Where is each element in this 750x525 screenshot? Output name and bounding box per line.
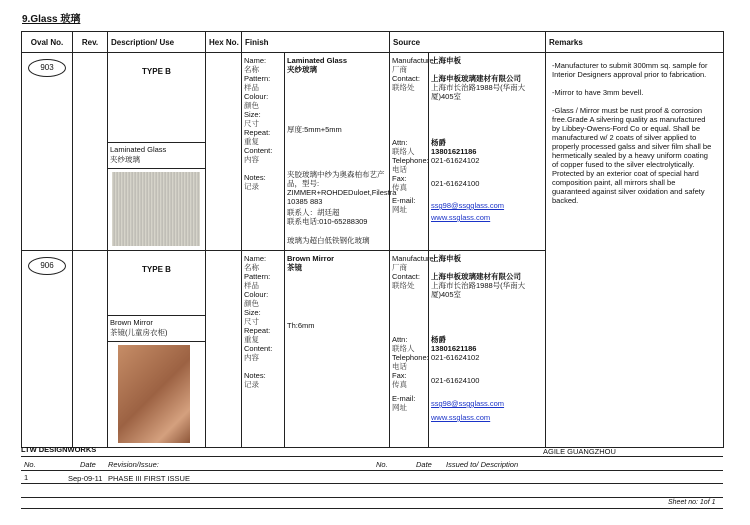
label-manufacturer: Manufacturer: bbox=[392, 56, 439, 65]
source-email-link[interactable]: ssg98@ssgglass.com bbox=[431, 201, 505, 210]
label-content-cn: 内容 bbox=[244, 155, 259, 164]
label-email-cn: 网址 bbox=[392, 403, 407, 412]
source-email-link[interactable]: ssg98@ssgglass.com bbox=[431, 399, 505, 408]
label-content: Content: bbox=[244, 146, 273, 155]
description-en: Laminated Glass bbox=[110, 145, 167, 154]
header-oval-no: Oval No. bbox=[22, 32, 73, 53]
description-cell bbox=[108, 53, 206, 251]
header-finish: Finish bbox=[242, 32, 390, 53]
finish-content-4: 联系电话:010-65288309 bbox=[287, 217, 368, 226]
finish-labels bbox=[242, 53, 285, 251]
source-mobile: 13801621186 bbox=[431, 147, 477, 156]
remark-bevel: -Mirror to have 3mm bevell. bbox=[552, 88, 644, 97]
footer-divider bbox=[21, 497, 723, 498]
source-values bbox=[429, 53, 546, 251]
label-fax-cn: 传真 bbox=[392, 380, 407, 389]
footer-divider bbox=[21, 470, 723, 471]
finish-note: 玻璃为超白低铁钢化玻璃 bbox=[287, 236, 370, 245]
label-content-cn: 内容 bbox=[244, 353, 259, 362]
label-attn: Attn: bbox=[392, 138, 408, 147]
footer-divider bbox=[21, 483, 723, 484]
oval-number: 906 bbox=[28, 257, 66, 275]
label-size: Size: bbox=[244, 308, 261, 317]
label-telephone: Telephone: bbox=[392, 156, 429, 165]
label-size: Size: bbox=[244, 110, 261, 119]
footer-col-no: No. bbox=[24, 460, 36, 469]
description-en: Brown Mirror bbox=[110, 318, 153, 327]
label-contact-cn: 联络处 bbox=[392, 281, 415, 290]
source-web-link[interactable]: www.ssglass.com bbox=[431, 213, 491, 222]
label-name-cn: 名称 bbox=[244, 263, 259, 272]
glass-spec-table bbox=[21, 31, 724, 448]
label-fax-cn: 传真 bbox=[392, 183, 407, 192]
label-notes: Notes: bbox=[244, 173, 266, 182]
label-email: E-mail: bbox=[392, 394, 416, 403]
label-name-cn: 名称 bbox=[244, 65, 259, 74]
label-contact: Contact: bbox=[392, 74, 420, 83]
label-colour-cn: 颜色 bbox=[244, 101, 259, 110]
footer-rev-desc: PHASE III FIRST ISSUE bbox=[108, 474, 190, 483]
footer-rev-no: 1 bbox=[24, 473, 29, 482]
laminated-glass-swatch bbox=[112, 172, 200, 246]
header-hex-no: Hex No. bbox=[206, 32, 242, 53]
source-mobile: 13801621186 bbox=[431, 344, 477, 353]
header-description: Description/ Use bbox=[108, 32, 206, 53]
finish-name-cn: 夹纱玻璃 bbox=[287, 65, 317, 74]
label-pattern: Pattern: bbox=[244, 74, 271, 83]
label-name: Name: bbox=[244, 254, 267, 263]
label-repeat-cn: 重复 bbox=[244, 335, 259, 344]
hex-cell bbox=[206, 53, 242, 251]
footer-divider bbox=[21, 508, 723, 509]
finish-content: 夹胶玻璃中纱为奥森柏布艺产品，型号: bbox=[287, 170, 385, 188]
rev-cell bbox=[73, 53, 108, 251]
source-attn: 杨爵 bbox=[431, 138, 446, 147]
label-manufacturer-cn: 厂商 bbox=[392, 65, 407, 74]
label-pattern: Pattern: bbox=[244, 272, 271, 281]
label-notes: Notes: bbox=[244, 371, 266, 380]
label-manufacturer: Manufacturer: bbox=[392, 254, 439, 263]
source-address: 上海市长治路1988号(华南大厦)405室 bbox=[431, 281, 526, 299]
label-fax: Fax: bbox=[392, 174, 407, 183]
label-pattern-cn: 样品 bbox=[244, 83, 259, 92]
hex-cell bbox=[206, 251, 242, 448]
label-notes-cn: 记录 bbox=[244, 182, 259, 191]
rev-cell bbox=[73, 251, 108, 448]
source-manufacturer: 上海申板 bbox=[431, 56, 461, 65]
footer-col-date2: Date bbox=[416, 460, 432, 469]
label-telephone-cn: 电话 bbox=[392, 362, 407, 371]
label-notes-cn: 记录 bbox=[244, 380, 259, 389]
footer-col-date: Date bbox=[80, 460, 96, 469]
finish-content-3: 联系人：胡廷超 bbox=[287, 208, 340, 217]
label-repeat: Repeat: bbox=[244, 326, 271, 335]
label-repeat-cn: 重复 bbox=[244, 137, 259, 146]
label-attn-cn: 联络人 bbox=[392, 344, 415, 353]
oval-number: 903 bbox=[28, 59, 66, 77]
brown-mirror-swatch bbox=[118, 345, 190, 443]
footer-location: AGILE GUANGZHOU bbox=[543, 447, 616, 456]
label-repeat: Repeat: bbox=[244, 128, 271, 137]
description-cell bbox=[108, 251, 206, 448]
label-fax: Fax: bbox=[392, 371, 407, 380]
label-size-cn: 尺寸 bbox=[244, 317, 259, 326]
label-pattern-cn: 样品 bbox=[244, 281, 259, 290]
table-row bbox=[22, 53, 724, 251]
source-manufacturer: 上海申板 bbox=[431, 254, 461, 263]
label-email: E-mail: bbox=[392, 196, 416, 205]
label-colour: Colour: bbox=[244, 92, 269, 101]
section-title: 9.Glass 玻璃 bbox=[22, 14, 81, 25]
label-attn: Attn: bbox=[392, 335, 408, 344]
header-remarks: Remarks bbox=[546, 32, 724, 53]
label-manufacturer-cn: 厂商 bbox=[392, 263, 407, 272]
source-address: 上海市长治路1988号(华南大厦)405室 bbox=[431, 83, 526, 101]
header-row bbox=[22, 32, 724, 53]
finish-size: 厚度:5mm+5mm bbox=[287, 125, 342, 134]
type-label: TYPE B bbox=[142, 265, 171, 274]
finish-content-2: ZIMMER+ROHDEDuloet,Filestra 10385 883 bbox=[287, 188, 397, 206]
finish-name-cn: 茶镜 bbox=[287, 263, 302, 272]
finish-name: Laminated Glass bbox=[287, 56, 348, 65]
type-label: TYPE B bbox=[142, 67, 171, 76]
footer-company: LTW DESIGNWORKS bbox=[21, 445, 97, 454]
footer-col-revision: Revision/Issue: bbox=[108, 460, 159, 469]
finish-values bbox=[285, 251, 390, 448]
source-fax: 021-61624100 bbox=[431, 376, 480, 385]
source-attn: 杨爵 bbox=[431, 335, 446, 344]
label-name: Name: bbox=[244, 56, 267, 65]
label-colour-cn: 颜色 bbox=[244, 299, 259, 308]
source-contact: 上海申板玻璃建材有限公司 bbox=[431, 272, 521, 281]
label-attn-cn: 联络人 bbox=[392, 147, 415, 156]
label-contact-cn: 联络处 bbox=[392, 83, 415, 92]
label-email-cn: 网址 bbox=[392, 205, 407, 214]
footer-divider bbox=[21, 456, 723, 457]
footer-col-no2: No. bbox=[376, 460, 388, 469]
label-content: Content: bbox=[244, 344, 273, 353]
footer-col-issued: Issued to/ Description bbox=[446, 460, 519, 469]
header-source: Source bbox=[390, 32, 546, 53]
source-web-link[interactable]: www.ssglass.com bbox=[431, 413, 491, 422]
source-telephone: 021-61624102 bbox=[431, 353, 480, 362]
source-telephone: 021-61624102 bbox=[431, 156, 480, 165]
footer-rev-date: Sep-09-11 bbox=[68, 474, 103, 483]
description-cn: 茶镜(儿童房衣柜) bbox=[110, 328, 168, 337]
label-telephone: Telephone: bbox=[392, 353, 429, 362]
finish-labels bbox=[242, 251, 285, 448]
source-values bbox=[429, 251, 546, 448]
remarks-cell bbox=[546, 53, 724, 448]
remark-quality: -Glass / Mirror must be rust proof & corrosion free.Grade A silvering quality as manufactured by Libbey-Owens-Ford Co or equal. Shall be manufactured w/ 2 coats of silver applied to properly processed galss and silver film shall be hermetically sealed by a heavy uniform coating of copper fused to the silver electrolytically. Protected by an exterior coat of special hard composition paint, all mirrors shall be guaranteed against silver oxidation and safety backed. bbox=[552, 106, 712, 205]
description-cn: 夹纱玻璃 bbox=[110, 155, 140, 164]
finish-values bbox=[285, 53, 397, 251]
source-fax: 021-61624100 bbox=[431, 179, 480, 188]
finish-size: Th:6mm bbox=[287, 321, 315, 330]
label-telephone-cn: 电话 bbox=[392, 165, 407, 174]
header-rev: Rev. bbox=[73, 32, 108, 53]
source-contact: 上海申板玻璃建材有限公司 bbox=[431, 74, 521, 83]
remark-sample: -Manufacturer to submit 300mm sq. sample for Interior Designers approval prior to fabrication. bbox=[552, 61, 708, 79]
label-size-cn: 尺寸 bbox=[244, 119, 259, 128]
label-colour: Colour: bbox=[244, 290, 269, 299]
finish-name: Brown Mirror bbox=[287, 254, 335, 263]
label-contact: Contact: bbox=[392, 272, 420, 281]
footer-sheet: Sheet no: 1of 1 bbox=[668, 499, 716, 506]
